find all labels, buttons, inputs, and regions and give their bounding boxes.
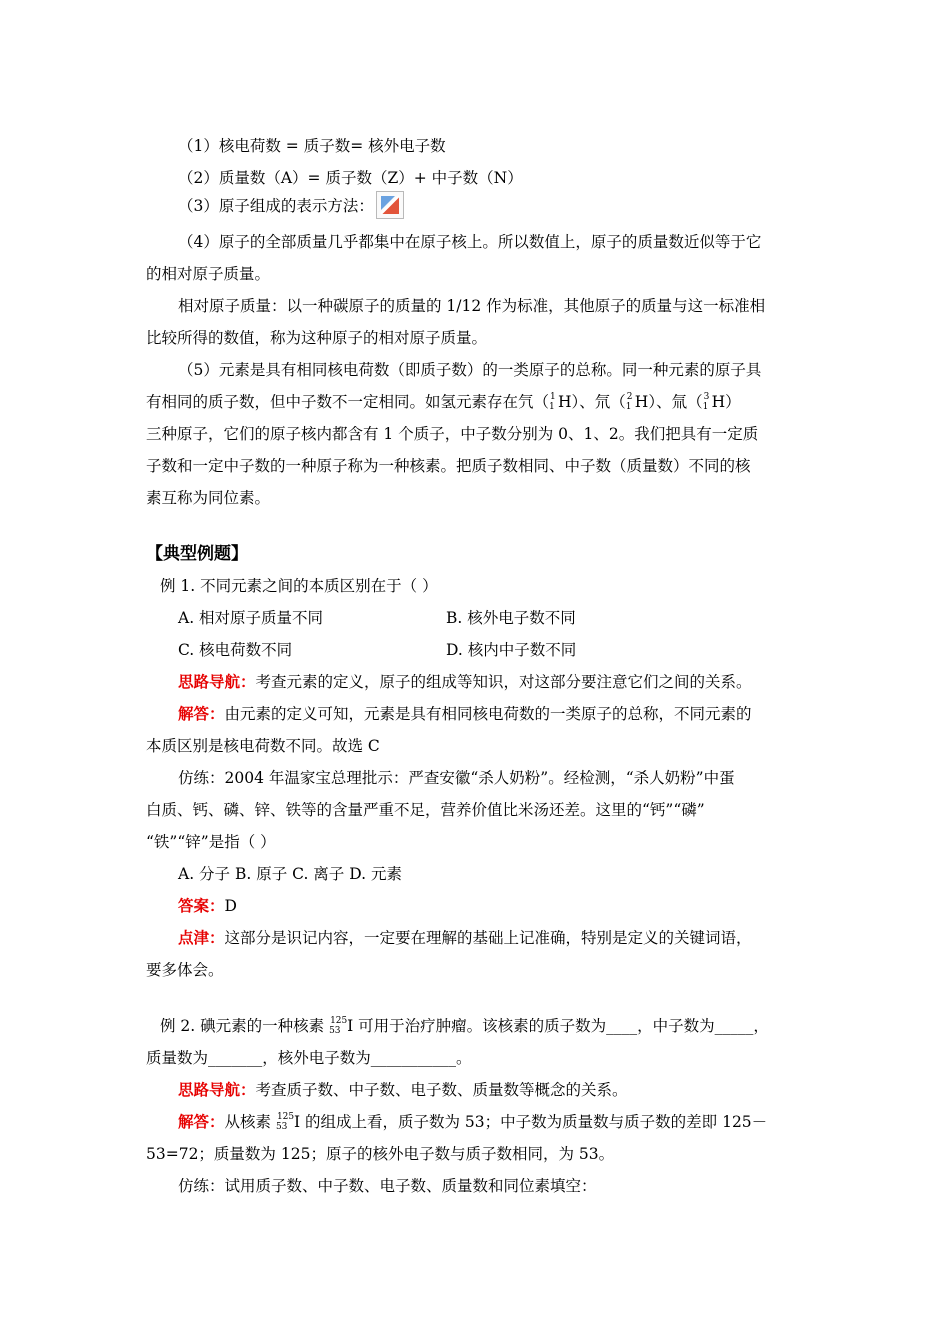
practice-1-tip-line-1	[178, 927, 752, 949]
point-5-line-2	[146, 391, 741, 413]
point-5-text-c: H）、氚（	[634, 393, 703, 411]
point-5-text-b: H）、氘（	[558, 393, 626, 411]
relative-mass-line-1: 相对原子质量：以一种碳原子的质量的 1/12 作为标准，其他原子的质量与这一标准相	[178, 297, 766, 315]
tip-label: 点津：	[178, 928, 225, 947]
protium-isotope: 1 1	[549, 392, 556, 412]
point-5-line-1: （5）元素是具有相同核电荷数（即质子数）的一类原子的总称。同一种元素的原子具	[178, 361, 762, 379]
tip-text: 这部分是识记内容，一定要在理解的基础上记准确，特别是定义的关键词语，	[224, 929, 752, 947]
example-2-answer-line-1	[178, 1111, 767, 1133]
example-2-text-a: 例 2. 碘元素的一种核素	[160, 1017, 330, 1035]
example-1-navigation	[178, 671, 752, 693]
point-3-text: （3）原子组成的表示方法：	[178, 197, 374, 215]
section-heading: 【典型例题】	[146, 544, 248, 564]
example-1-option-b: B. 核外电子数不同	[446, 609, 576, 627]
iodine-isotope-2: 125 53	[275, 1112, 295, 1132]
point-2: （2）质量数（A）= 质子数（Z）+ 中子数（N）	[178, 169, 523, 187]
navigation-label: 思路导航：	[178, 672, 256, 691]
final-answer-value: D	[224, 897, 237, 915]
answer-label: 解答：	[178, 704, 225, 723]
answer-text: 由元素的定义可知，元素是具有相同核电荷数的一类原子的总称，不同元素的	[224, 705, 752, 723]
point-5-text-d: H）	[711, 393, 741, 411]
final-answer-label: 答案：	[178, 896, 225, 915]
point-3	[178, 193, 404, 221]
deuterium-isotope: 2 1	[625, 392, 633, 412]
example-1-answer-line-2: 本质区别是核电荷数不同。故选 C	[146, 737, 380, 755]
point-5-line-4: 子数和一定中子数的一种原子称为一种核素。把质子数相同、中子数（质量数）不同的核	[146, 457, 751, 475]
practice-1-line-2: 白质、钙、磷、锌、铁等的含量严重不足，营养价值比米汤还差。这里的“钙”“磷”	[146, 801, 705, 819]
answer-text-2b: I 的组成上看，质子数为 53；中子数为质量数与质子数的差即 125－	[293, 1113, 768, 1131]
navigation-text: 考查元素的定义，原子的组成等知识，对这部分要注意它们之间的关系。	[255, 673, 752, 691]
broken-image-icon	[376, 191, 404, 219]
example-1-option-d: D. 核内中子数不同	[446, 641, 577, 659]
example-2-answer-line-2: 53=72；质量数为 125；原子的核外电子数与质子数相同，为 53。	[146, 1145, 615, 1163]
iodine-isotope: 125 53	[329, 1016, 348, 1036]
example-2-question-line-1	[160, 1015, 769, 1037]
practice-1-line-3: “铁”“锌”是指（ ）	[146, 833, 276, 851]
example-1-option-c: C. 核电荷数不同	[178, 641, 293, 659]
practice-1-tip-line-2: 要多体会。	[146, 961, 224, 979]
navigation-text-2: 考查质子数、中子数、电子数、质量数等概念的关系。	[255, 1081, 628, 1099]
answer-text-2a: 从核素	[224, 1113, 276, 1131]
point-5-line-5: 素互称为同位素。	[146, 489, 271, 507]
point-1: （1）核电荷数 = 质子数= 核外电子数	[178, 137, 446, 155]
practice-1-answer	[178, 895, 237, 917]
example-1-answer-line-1	[178, 703, 752, 725]
practice-1-options: A. 分子 B. 原子 C. 离子 D. 元素	[178, 865, 402, 883]
example-2-navigation	[178, 1079, 628, 1101]
example-1-option-a: A. 相对原子质量不同	[178, 609, 324, 627]
practice-1-line-1: 仿练：2004 年温家宝总理批示：严查安徽“杀人奶粉”。经检测，“杀人奶粉”中蛋	[178, 769, 735, 787]
point-5-line-3: 三种原子，它们的原子核内都含有 1 个质子，中子数分别为 0、1、2。我们把具有一定质	[146, 425, 759, 443]
point-4-line-1: （4）原子的全部质量几乎都集中在原子核上。所以数值上，原子的质量数近似等于它	[178, 233, 762, 251]
answer-label-2: 解答：	[178, 1112, 225, 1131]
example-2-question-line-2: 质量数为_______，核外电子数为___________。	[146, 1049, 472, 1067]
example-1-question: 例 1. 不同元素之间的本质区别在于（ ）	[160, 577, 438, 595]
point-5-text-a: 有相同的质子数，但中子数不一定相同。如氢元素存在氕（	[146, 393, 550, 411]
tritium-isotope: 3 1	[702, 392, 710, 412]
example-2-text-b: I 可用于治疗肿瘤。该核素的质子数为____，中子数为_____，	[347, 1017, 769, 1035]
navigation-label-2: 思路导航：	[178, 1080, 256, 1099]
practice-2-line-1: 仿练：试用质子数、中子数、电子数、质量数和同位素填空：	[178, 1177, 597, 1195]
relative-mass-line-2: 比较所得的数值，称为这种原子的相对原子质量。	[146, 329, 488, 347]
point-4-line-2: 的相对原子质量。	[146, 265, 271, 283]
